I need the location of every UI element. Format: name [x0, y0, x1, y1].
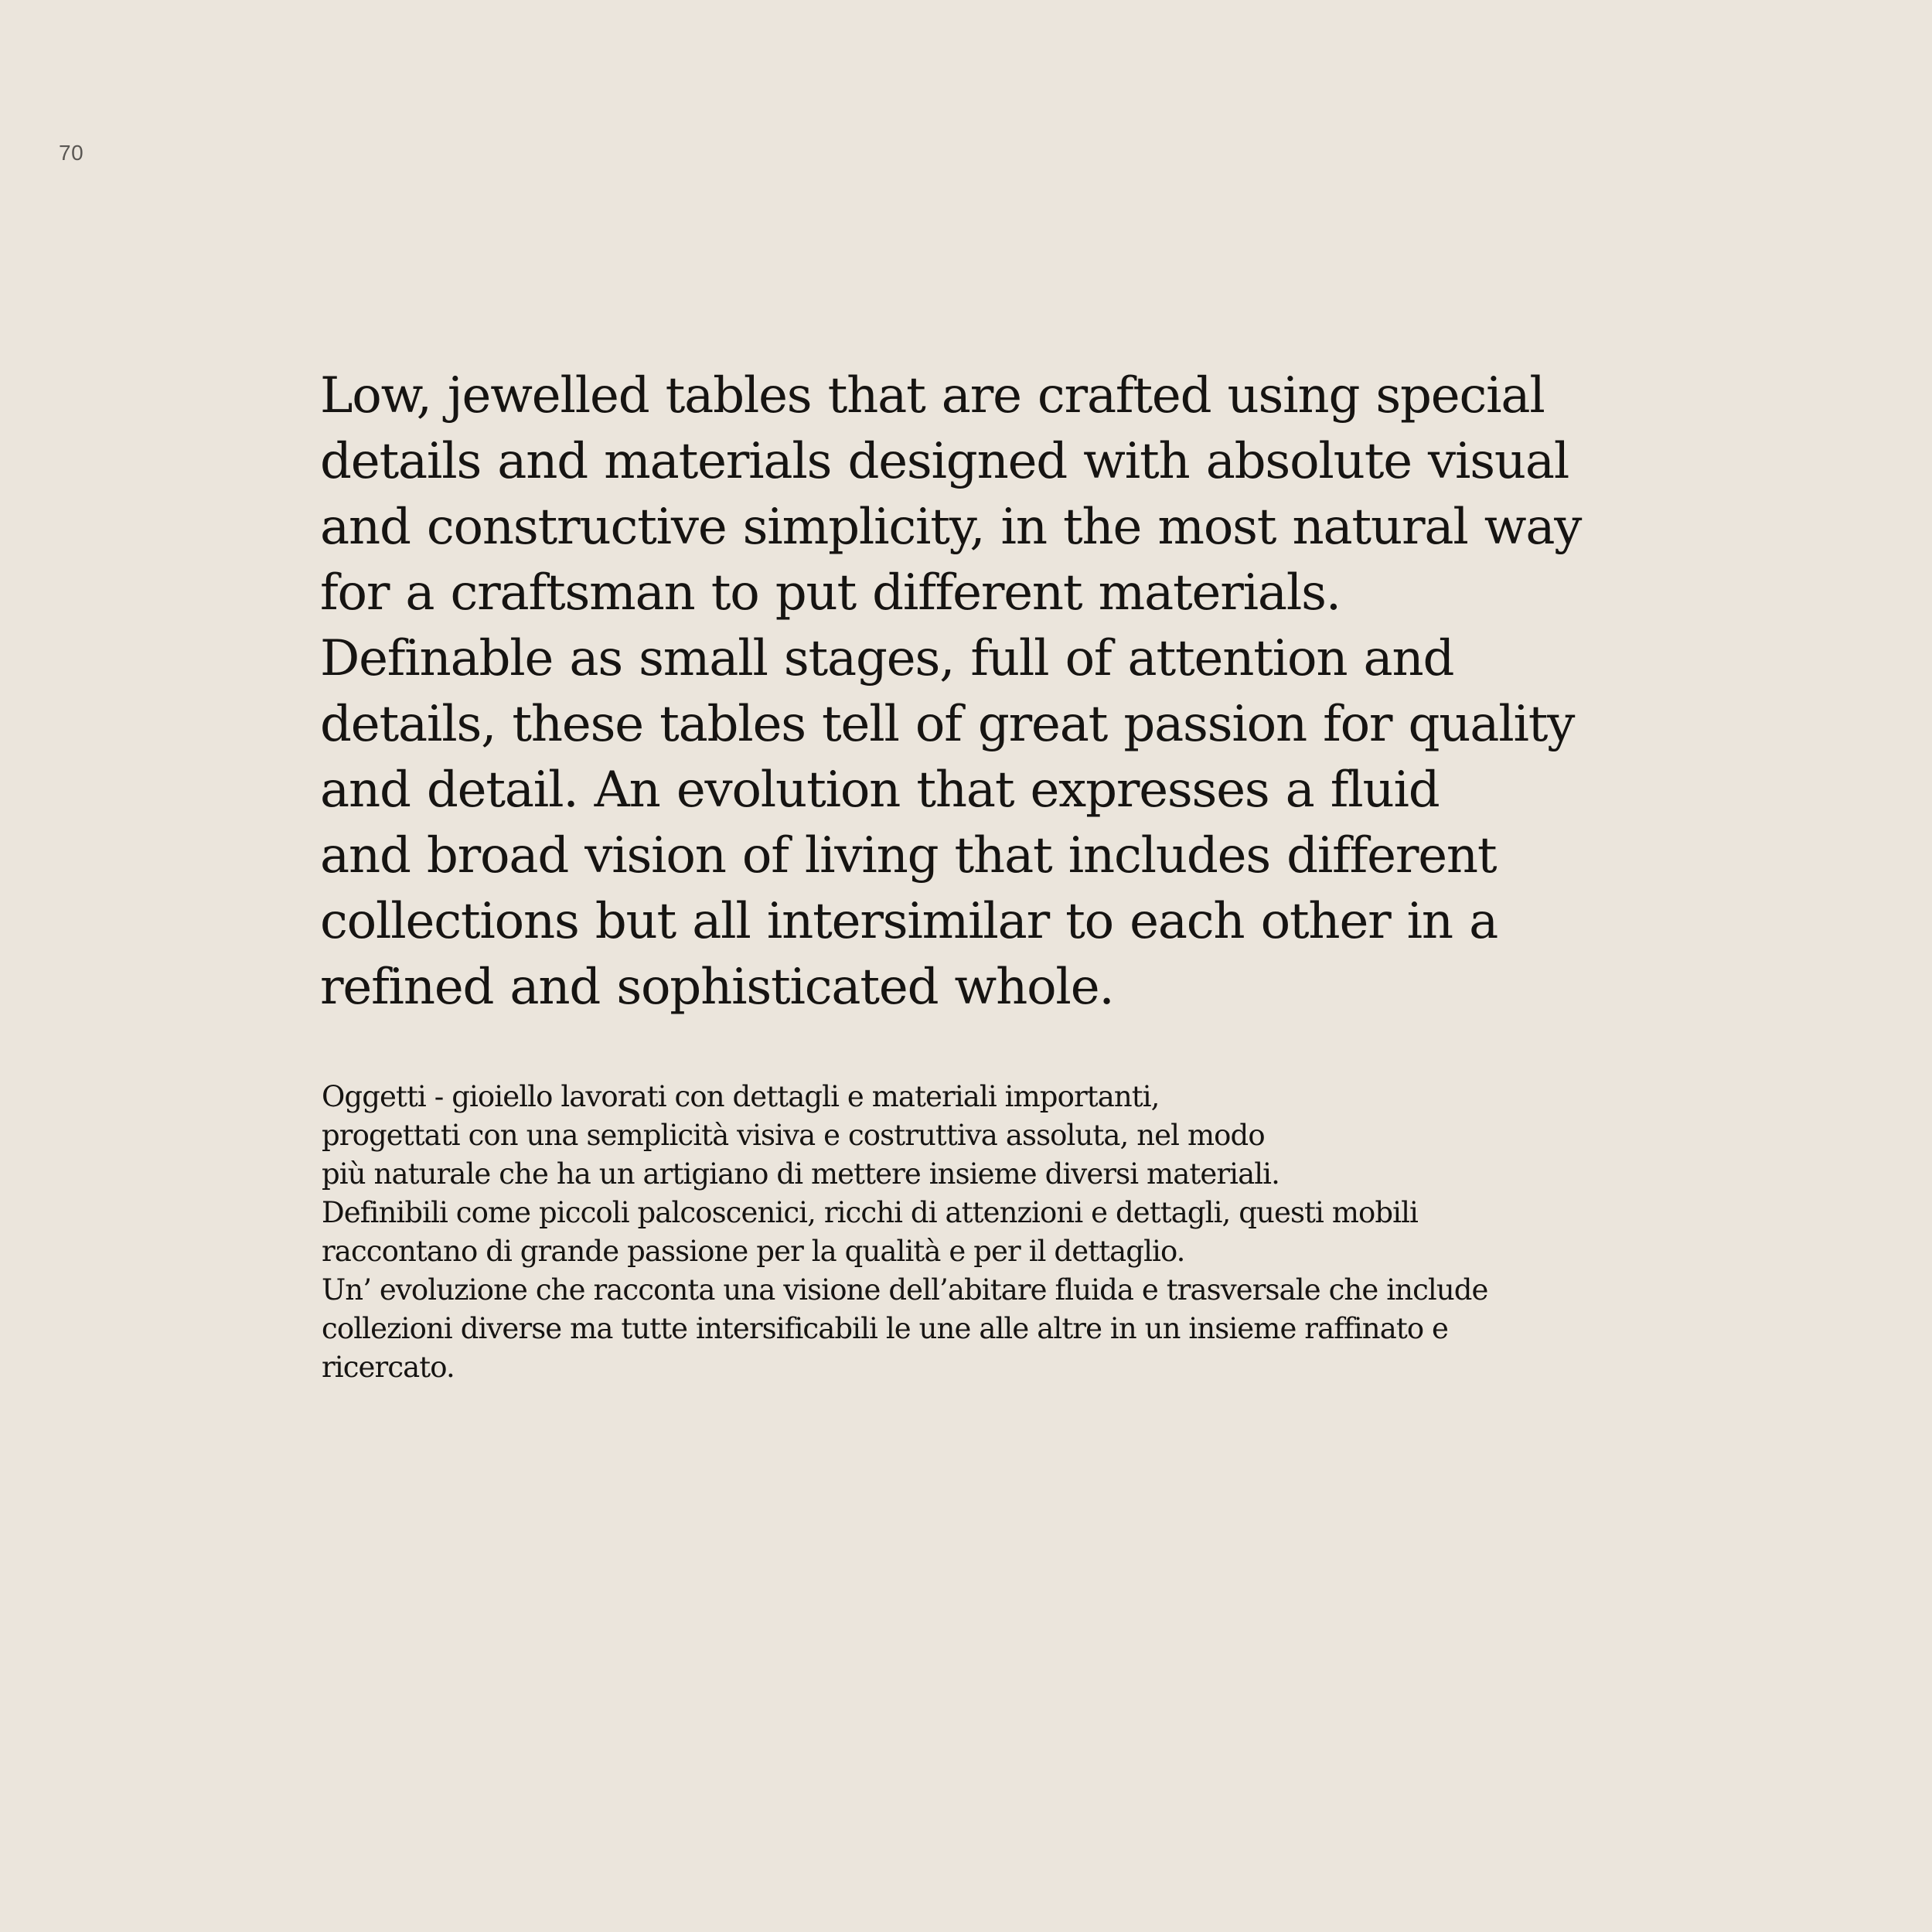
lead-line: for a craftsman to put different materials. — [320, 564, 1341, 622]
italian-line: collezioni diverse ma tutte intersificabili le une alle altre in un insieme raffinato e — [322, 1312, 1449, 1345]
lead-line: Low, jewelled tables that are crafted using special — [320, 367, 1545, 424]
italian-line: progettati con una semplicità visiva e costruttiva assoluta, nel modo — [322, 1119, 1265, 1152]
italian-paragraph — [322, 1078, 1528, 1387]
lead-line: collections but all intersimilar to each other in a — [320, 893, 1498, 950]
italian-line: Un’ evoluzione che racconta una visione dell’abitare fluida e trasversale che include — [322, 1273, 1488, 1307]
lead-line: details, these tables tell of great passion for quality — [320, 696, 1575, 753]
italian-line: ricercato. — [322, 1351, 455, 1384]
lead-line: and constructive simplicity, in the most natural way — [320, 499, 1582, 556]
english-lead-paragraph — [320, 363, 1582, 1021]
italian-line: Oggetti - gioiello lavorati con dettagli e materiali importanti, — [322, 1080, 1160, 1113]
lead-line: details and materials designed with absolute visual — [320, 433, 1569, 490]
italian-line: Definibili come piccoli palcoscenici, ricchi di attenzioni e dettagli, questi mobili — [322, 1196, 1418, 1229]
lead-line: and detail. An evolution that expresses a fluid — [320, 762, 1440, 819]
page-number: 70 — [59, 141, 84, 165]
lead-line: refined and sophisticated whole. — [320, 959, 1114, 1016]
italian-line: più naturale che ha un artigiano di mettere insieme diversi materiali. — [322, 1157, 1279, 1191]
italian-line: raccontano di grande passione per la qualità e per il dettaglio. — [322, 1235, 1185, 1268]
lead-line: and broad vision of living that includes different — [320, 827, 1497, 884]
lead-line: Definable as small stages, full of attention and — [320, 630, 1454, 687]
